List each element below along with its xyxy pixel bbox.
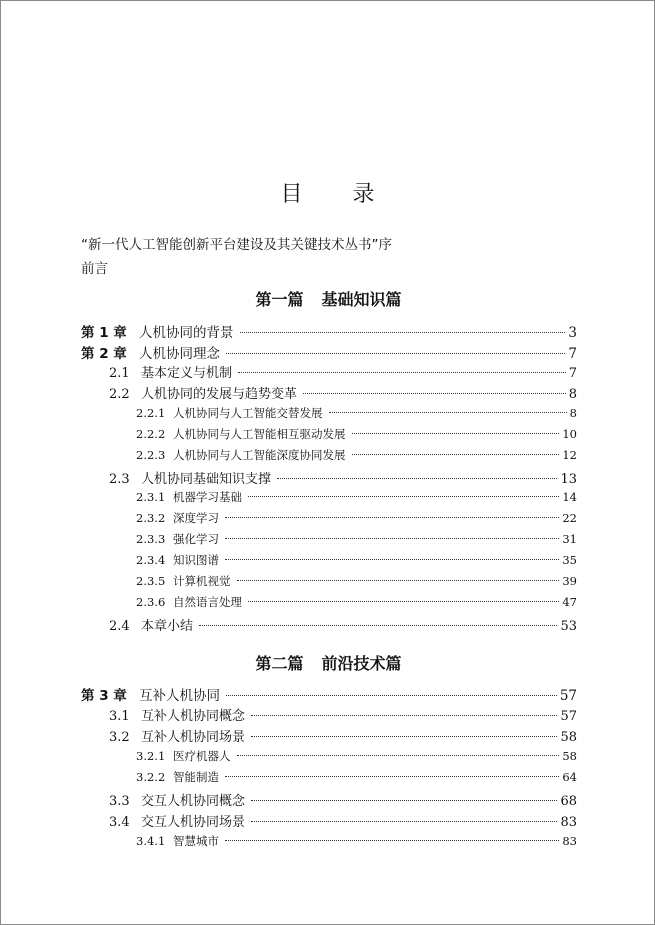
dot-leader [248,495,559,497]
dot-leader [225,558,559,560]
toc-entry-title: 互补人机协同 [139,688,220,704]
toc-entry-number: 2.2.2 [136,427,166,441]
toc-entry-title: 人机协同的发展与趋势变革 [141,387,298,402]
toc-entry-number: 2.4 [109,619,130,634]
dot-leader [251,714,557,716]
dot-leader [237,579,560,581]
title-char-2: 录 [352,182,377,207]
toc-entry[interactable] [1,552,655,572]
toc-entry-number: 3.4 [109,815,130,830]
title-char-1: 目 [280,182,305,207]
toc-entry-number: 2.3.2 [136,511,166,525]
toc-entry[interactable] [1,769,655,789]
toc-entry[interactable] [1,748,655,768]
toc-entry[interactable] [1,510,655,530]
toc-entry-title: 人机协同与人工智能交替发展 [173,406,323,420]
toc-entry-title: 互补人机协同场景 [141,730,246,745]
toc-entry-number: 3.4.1 [136,834,166,848]
toc-entry-title: 强化学习 [173,532,219,546]
part-label: 第一篇 [255,290,304,309]
toc-entry-title: 计算机视觉 [173,574,231,588]
toc-entry-title: 互补人机协同概念 [141,709,246,724]
dot-leader [225,537,559,539]
toc-entry-page: 12 [562,448,577,462]
toc-entry[interactable] [1,468,655,488]
toc-entry[interactable] [1,573,655,593]
part-heading-1[interactable] [1,287,655,310]
toc-entry[interactable] [1,684,655,704]
toc-entry-number: 3.2 [109,730,130,745]
toc-entry-number: 第 2 章 [81,346,127,362]
toc-entry-title: 人机协同与人工智能深度协同发展 [173,448,346,462]
toc-entry-page: 58 [560,730,577,745]
toc-entry-title: 本章小结 [141,619,194,634]
toc-entry-title: 人机协同与人工智能相互驱动发展 [173,427,346,441]
toc-entry-page: 10 [562,427,577,441]
toc-entry-number: 第 3 章 [81,688,127,704]
dot-leader [225,516,559,518]
dot-leader [329,411,567,413]
toc-entry-page: 7 [568,346,577,362]
front-matter-series-preface[interactable]: “新一代人工智能创新平台建设及其关键技术丛书”序 [81,237,392,253]
toc-entry[interactable] [1,342,655,362]
toc-entry-page: 53 [560,619,577,634]
dot-leader [225,775,559,777]
toc-entry[interactable] [1,383,655,403]
toc-entry-title: 智慧城市 [173,834,219,848]
page-title [1,177,655,209]
toc-entry[interactable] [1,615,655,635]
toc-entry-page: 22 [562,511,577,525]
toc-entry-page: 31 [562,532,577,546]
part-heading-2[interactable] [1,651,655,674]
toc-entry-page: 8 [569,406,577,420]
toc-entry-page: 13 [560,472,577,487]
toc-entry-page: 58 [562,749,577,763]
toc-entry-page: 57 [560,709,577,724]
part-label: 第二篇 [255,654,304,673]
part-name: 前沿技术篇 [321,654,402,673]
toc-entry-title: 人机协同基础知识支撑 [141,472,272,487]
toc-entry-number: 2.3.1 [136,490,166,504]
toc-entry[interactable] [1,833,655,853]
toc-entry-title: 机器学习基础 [173,490,242,504]
toc-entry[interactable] [1,531,655,551]
toc-entry-number: 2.3.5 [136,574,166,588]
toc-entry-title: 人机协同的背景 [139,325,234,341]
toc-entry-title: 人机协同理念 [139,346,220,362]
toc-entry[interactable] [1,705,655,725]
dot-leader [251,820,557,822]
dot-leader [237,754,560,756]
toc-entry[interactable] [1,321,655,341]
toc-entry-title: 交互人机协同场景 [141,815,246,830]
toc-entry-number: 3.1 [109,709,130,724]
toc-entry-page: 3 [568,325,577,341]
toc-entry[interactable] [1,790,655,810]
dot-leader [352,432,560,434]
toc-entry-number: 3.3 [109,794,130,809]
toc-entry-number: 3.2.2 [136,770,166,784]
toc-entry-page: 64 [562,770,577,784]
part-name: 基础知识篇 [321,290,402,309]
toc-entry-title: 基本定义与机制 [141,366,233,381]
toc-entry-page: 68 [560,794,577,809]
toc-entry-page: 83 [562,834,577,848]
toc-entry-number: 2.3.4 [136,553,166,567]
dot-leader [226,694,557,696]
dot-leader [199,624,557,626]
dot-leader [352,453,560,455]
toc-entry[interactable] [1,405,655,425]
toc-entry-number: 2.2.3 [136,448,166,462]
toc-entry[interactable] [1,362,655,382]
toc-entry-page: 14 [562,490,577,504]
toc-entry-page: 7 [568,366,577,381]
toc-entry-number: 2.2.1 [136,406,166,420]
dot-leader [303,392,566,394]
toc-entry-page: 39 [562,574,577,588]
toc-entry-title: 知识图谱 [173,553,219,567]
toc-entry-page: 83 [560,815,577,830]
toc-entry-number: 2.3 [109,472,130,487]
dot-leader [277,477,557,479]
dot-leader [238,371,566,373]
dot-leader [225,839,559,841]
dot-leader [251,799,557,801]
dot-leader [251,735,557,737]
toc-entry-page: 47 [562,595,577,609]
toc-entry-number: 2.1 [109,366,130,381]
front-matter-preface[interactable]: 前言 [81,261,108,277]
toc-entry-page: 57 [559,688,577,704]
toc-entry-title: 交互人机协同概念 [141,794,246,809]
toc-entry-title: 医疗机器人 [173,749,231,763]
toc-entry-number: 3.2.1 [136,749,166,763]
toc-entry[interactable] [1,447,655,467]
toc-entry-number: 2.3.3 [136,532,166,546]
toc-entry[interactable] [1,726,655,746]
toc-entry-page: 8 [568,387,577,402]
toc-entry-number: 第 1 章 [81,325,127,341]
toc-entry-number: 2.2 [109,387,130,402]
toc-entry[interactable] [1,811,655,831]
dot-leader [226,352,565,354]
toc-entry-title: 自然语言处理 [173,595,242,609]
toc-entry[interactable] [1,489,655,509]
toc-entry-number: 2.3.6 [136,595,166,609]
toc-entry[interactable] [1,426,655,446]
toc-entry-title: 深度学习 [173,511,219,525]
toc-entry[interactable] [1,594,655,614]
dot-leader [240,331,566,333]
toc-entry-page: 35 [562,553,577,567]
toc-entry-title: 智能制造 [173,770,219,784]
dot-leader [248,600,559,602]
